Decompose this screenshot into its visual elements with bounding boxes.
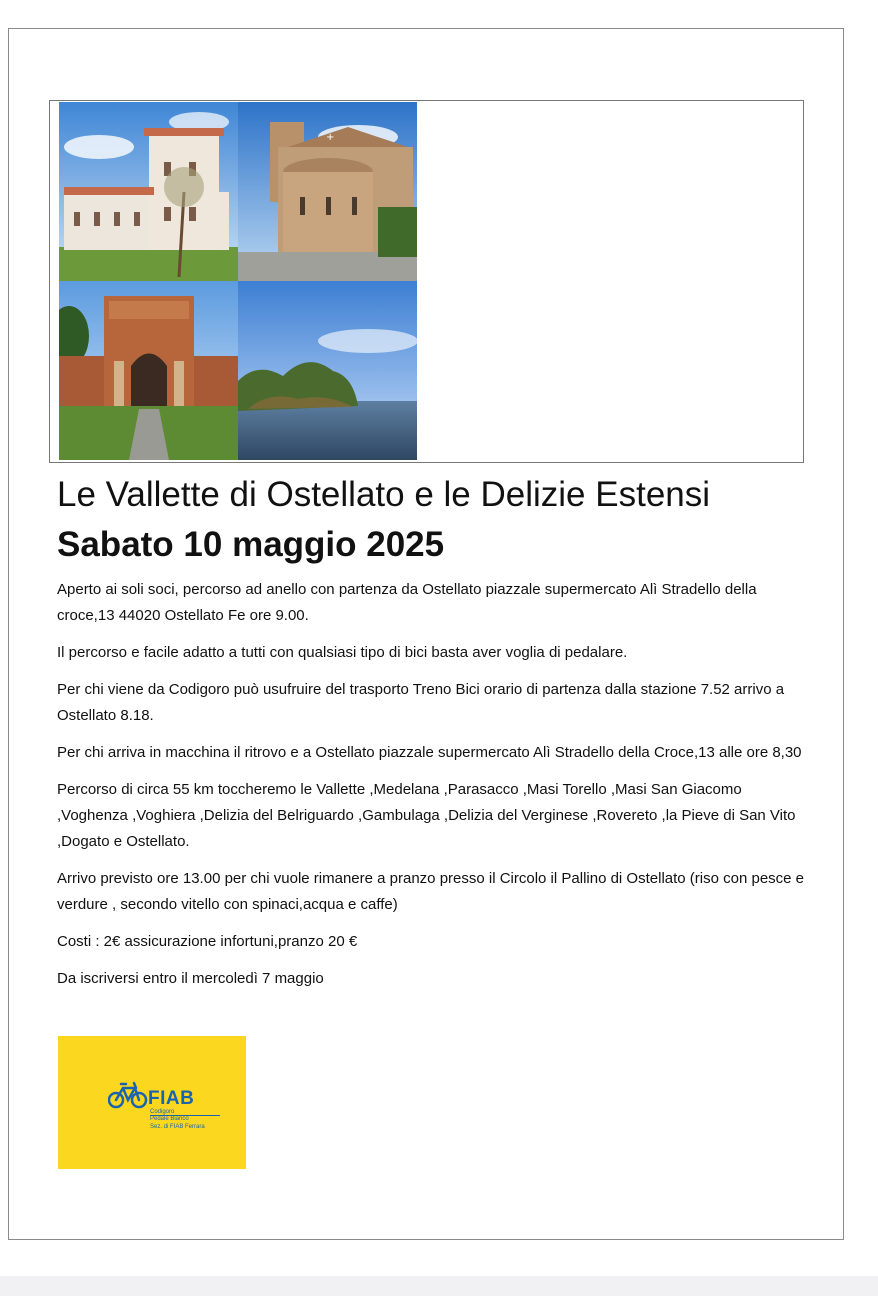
paragraph-start: Aperto ai soli soci, percorso ad anello con partenza da Ostellato piazzale supermercato Alì Stradello della croce,13 44020 Ostellato Fe ore 9.00.: [57, 581, 757, 624]
paragraph-costs: Costi : 2€ assicurazione infortuni,pranzo 20 €: [57, 933, 358, 950]
paragraph-train: Per chi viene da Codigoro può usufruire del trasporto Treno Bici orario di partenza dalla stazione 7.52 arrivo a Ostellato 8.18.: [57, 681, 785, 724]
logo-section: Sez. di FIAB Ferrara: [150, 1124, 205, 1130]
paragraph-car: Per chi arriva in macchina il ritrovo e a Ostellato piazzale supermercato Alì Stradello della Croce,13 alle ore 8,30: [57, 744, 802, 761]
paragraph-difficulty: Il percorso e facile adatto a tutti con qualsiasi tipo di bici basta aver voglia di pedalare.: [57, 644, 628, 661]
event-date: Sabato 10 maggio 2025: [57, 525, 445, 564]
event-description: [57, 577, 807, 1003]
logo-name: FIAB: [148, 1088, 195, 1109]
paragraph-lunch: Arrivo previsto ore 13.00 per chi vuole rimanere a pranzo presso il Circolo il Pallino di Ostellato (riso con pesce e verdure , secondo vitello con spinaci,acqua e caffe): [57, 870, 805, 913]
church-photo: [238, 102, 417, 281]
paragraph-registration: Da iscriversi entro il mercoledì 7 maggio: [57, 970, 324, 987]
bicycle-icon: [108, 1080, 148, 1110]
paragraph-route: Percorso di circa 55 km toccheremo le Vallette ,Medelana ,Parasacco ,Masi Torello ,Masi San Giacomo ,Voghenza ,Voghiera ,Delizia del Belriguardo ,Gambulaga ,Delizia del Verginese ,Rovereto ,la Pieve di San Vito ,Dogato e Ostellato.: [57, 781, 796, 850]
logo-divider: [150, 1115, 220, 1116]
svg-text:+: +: [326, 132, 335, 143]
gatehouse-photo: [59, 281, 238, 460]
logo-subtitle-1: Codigoro: [150, 1109, 175, 1115]
fiab-logo: [58, 1036, 246, 1169]
castle-photo: [59, 102, 238, 281]
page-title: Le Vallette di Ostellato e le Delizie Estensi: [57, 475, 711, 514]
lagoon-photo: [238, 281, 417, 460]
photo-collage: [49, 100, 804, 463]
bottom-bar: [0, 1276, 878, 1296]
logo-subtitle-2: Pedale Bianco: [150, 1116, 189, 1122]
document-page: [8, 28, 844, 1240]
